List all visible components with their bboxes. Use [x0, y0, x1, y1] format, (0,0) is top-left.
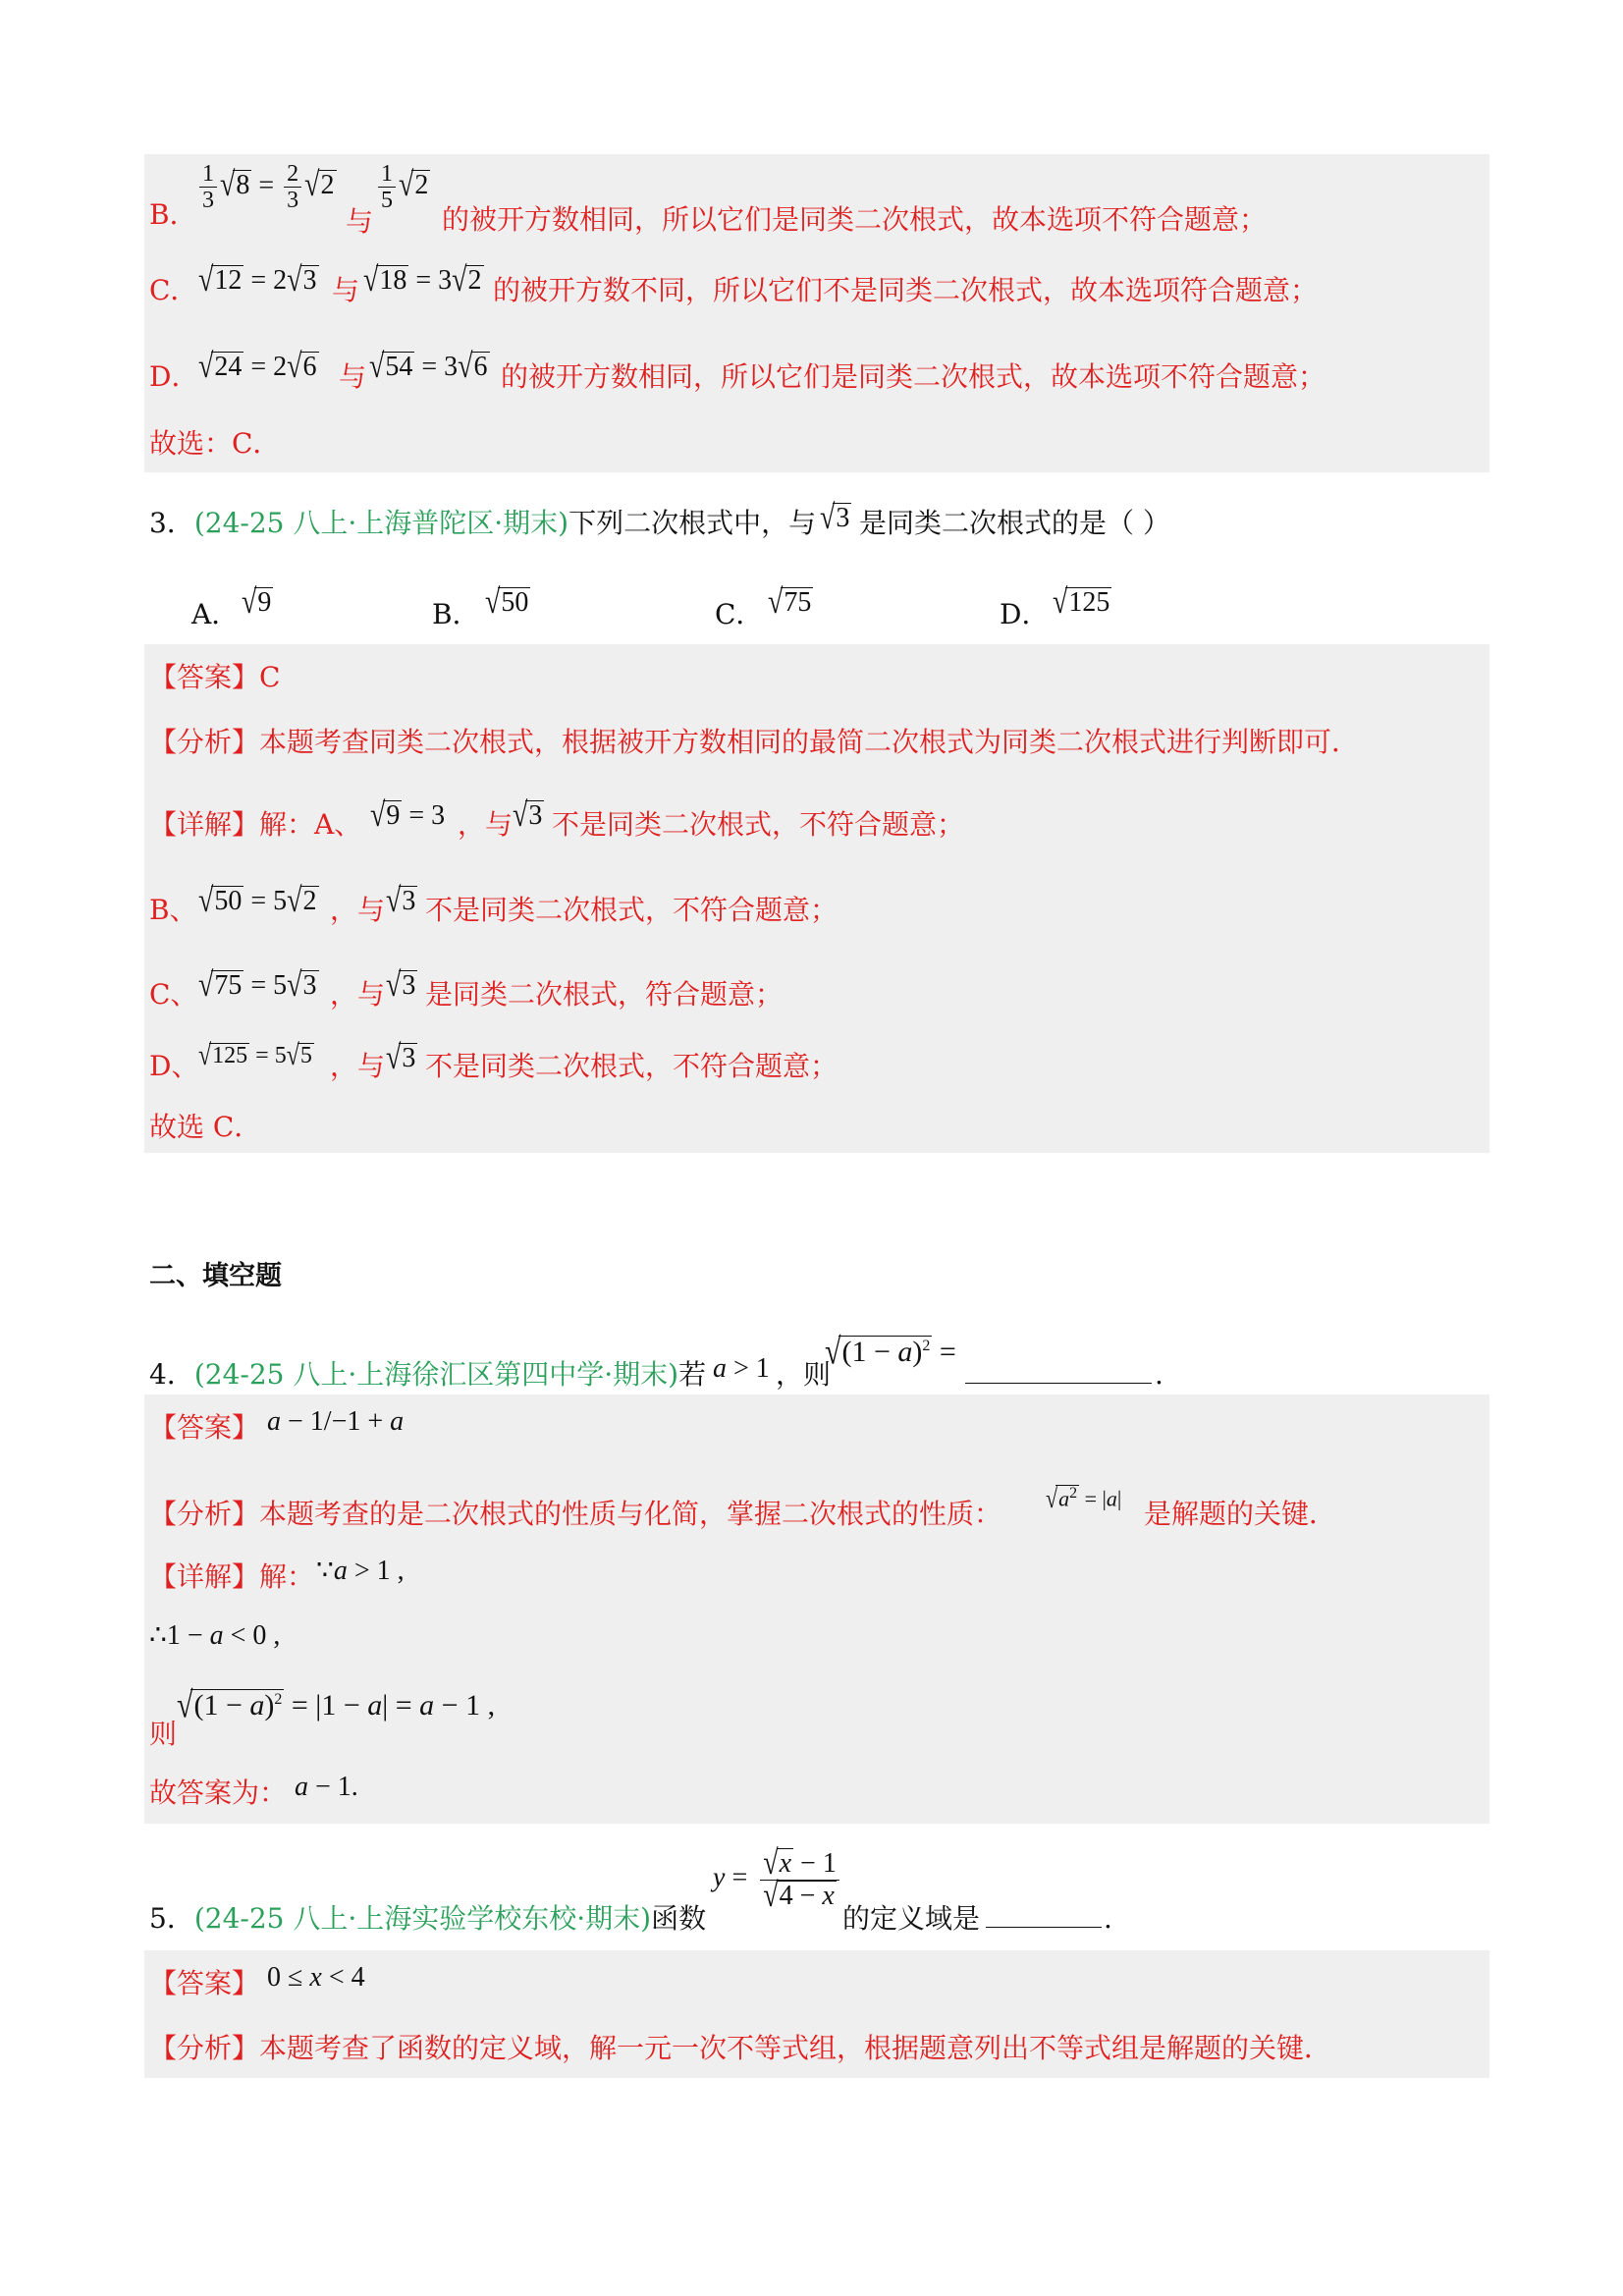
q3-detail-a-text: 不是同类二次根式，不符合题意； — [552, 808, 965, 841]
section-heading: 二、填空题 — [149, 1261, 282, 1291]
q3-detail-c-label: C、 — [149, 978, 198, 1011]
option-b-text: 的被开方数相同，所以它们是同类二次根式，故本选项不符合题意； — [442, 203, 1268, 236]
q3-detail-b-math: √50 = 5√2 — [198, 882, 317, 920]
q3-answer: 【答案】C — [149, 661, 281, 693]
q3-choice-a: A． — [191, 598, 240, 630]
q4-stem: 4．(24-25 八上·上海徐汇区第四中学·期末)若 — [149, 1358, 707, 1391]
q3-detail-b-label: B、 — [149, 894, 197, 926]
q3-detail-a-math2: √3 — [513, 796, 543, 835]
option-d-math2: √54 = 3√6 — [369, 348, 488, 386]
q3-detail-c-with: ，与 — [330, 978, 386, 1011]
q5-period: . — [1104, 1902, 1112, 1935]
q3-detail-a: 【详解】解：A、 — [149, 808, 362, 841]
option-c-label: C． — [149, 274, 198, 306]
q3-conclusion: 故选 C． — [149, 1111, 262, 1143]
q3-choice-c: C． — [715, 598, 764, 630]
q4-detail: 【详解】解： — [149, 1560, 315, 1593]
q4-answer-math: a − 1/−1 + a — [267, 1406, 405, 1437]
q4-detail-math: ∵a > 1 , — [316, 1556, 405, 1586]
q3-choice-a-math: √9 — [242, 583, 272, 622]
q3-stem: 3．(24-25 八上·上海普陀区·期末)下列二次根式中，与 — [149, 507, 817, 539]
q5-func-math: y = $\frac{√x - 1}{√4 - x}$ — [713, 1848, 842, 1912]
q3-detail-a-with: ，与 — [458, 808, 514, 841]
q3-detail-d-with: ，与 — [330, 1050, 386, 1082]
q3-detail-d-text: 不是同类二次根式，不符合题意； — [425, 1050, 839, 1082]
option-b-math: $\frac{1}{3}$ √8 = $\frac{2}{3}$ √2 — [196, 161, 337, 214]
q4-step2: ∴1 − a < 0 , — [149, 1620, 281, 1651]
q5-blank[interactable] — [986, 1927, 1102, 1928]
q4-blank[interactable] — [965, 1383, 1152, 1384]
q4-analysis-end: 是解题的关键． — [1144, 1498, 1337, 1530]
q4-cond: a > 1 — [713, 1353, 770, 1384]
q3-detail-b-with: ，与 — [330, 894, 386, 926]
option-c-text: 的被开方数不同，所以它们不是同类二次根式，故本选项符合题意； — [493, 274, 1319, 306]
q2-conclusion: 故选：C． — [149, 427, 281, 460]
q4-answer-tag: 【答案】 — [149, 1411, 260, 1444]
q3-choice-b-math: √50 — [485, 583, 529, 622]
q5-answer-tag: 【答案】 — [149, 1967, 260, 1999]
q4-solution-box — [144, 1394, 1489, 1824]
option-b-with: 与 — [346, 205, 374, 238]
q2-solution-box — [144, 154, 1489, 472]
option-b-label: B． — [149, 198, 197, 231]
q4-expr: $√(1 - a)^2$ = — [825, 1331, 956, 1372]
q3-detail-d-math: √125 = 5√5 — [198, 1039, 312, 1072]
q3-choice-c-math: √75 — [768, 583, 812, 622]
option-b-math2: $\frac{1}{5}$ √2 — [375, 161, 430, 214]
q3-detail-c-text: 是同类二次根式，符合题意； — [425, 978, 784, 1011]
q5-analysis: 【分析】本题考查了函数的定义域，解一元一次不等式组，根据题意列出不等式组是解题的关键． — [149, 2032, 1332, 2064]
q3-choice-d: D． — [1000, 598, 1050, 630]
q5-tail: 的定义域是 — [842, 1902, 981, 1935]
q3-detail-a-math: √9 = 3 — [370, 796, 446, 835]
q3-detail-b-text: 不是同类二次根式，不符合题意； — [425, 894, 839, 926]
option-b-line — [149, 198, 197, 231]
option-d-math: √24 = 2√6 — [198, 348, 317, 386]
q3-detail-c-math: √75 = 5√3 — [198, 966, 317, 1005]
q5-answer-math: 0 ≤ x < 4 — [267, 1962, 365, 1993]
option-d-with: 与 — [339, 360, 367, 393]
q3-choice-d-math: √125 — [1053, 583, 1110, 622]
option-d-label: D． — [149, 360, 199, 393]
q4-then2: 则 — [149, 1718, 178, 1750]
q3-detail-d-math2: √3 — [386, 1039, 416, 1077]
q5-stem: 5．(24-25 八上·上海实验学校东校·期末)函数 — [149, 1902, 707, 1935]
q4-conclusion-math: a − 1. — [295, 1772, 358, 1802]
option-d-text: 的被开方数相同，所以它们是同类二次根式，故本选项不符合题意； — [501, 360, 1326, 393]
q3-detail-d-label: D、 — [149, 1050, 199, 1082]
q3-analysis: 【分析】本题考查同类二次根式，根据被开方数相同的最简二次根式为同类二次根式进行判断即可． — [149, 726, 1360, 758]
q4-conclusion: 故答案为： — [149, 1777, 288, 1809]
q3-stem-math: √3 — [820, 499, 850, 537]
q4-period: . — [1155, 1358, 1163, 1391]
q4-analysis-math: $√a^2 = |a|$ — [1046, 1483, 1122, 1514]
q3-stem-tail: 是同类二次根式的是（ ） — [859, 507, 1170, 539]
option-c-with: 与 — [332, 274, 360, 306]
q4-analysis: 【分析】本题考查的是二次根式的性质与化简，掌握二次根式的性质： — [149, 1498, 1002, 1530]
q3-detail-b-math2: √3 — [386, 882, 416, 920]
option-c-math2: √18 = 3√2 — [363, 261, 482, 300]
q3-choice-b: B． — [432, 598, 480, 630]
option-c-math: √12 = 2√3 — [198, 261, 317, 300]
q4-then: ，则 — [776, 1358, 832, 1391]
q3-detail-c-math2: √3 — [386, 966, 416, 1005]
q4-step3: $√(1 - a)^2 = |1 - a| = a - 1$ , — [177, 1684, 496, 1725]
